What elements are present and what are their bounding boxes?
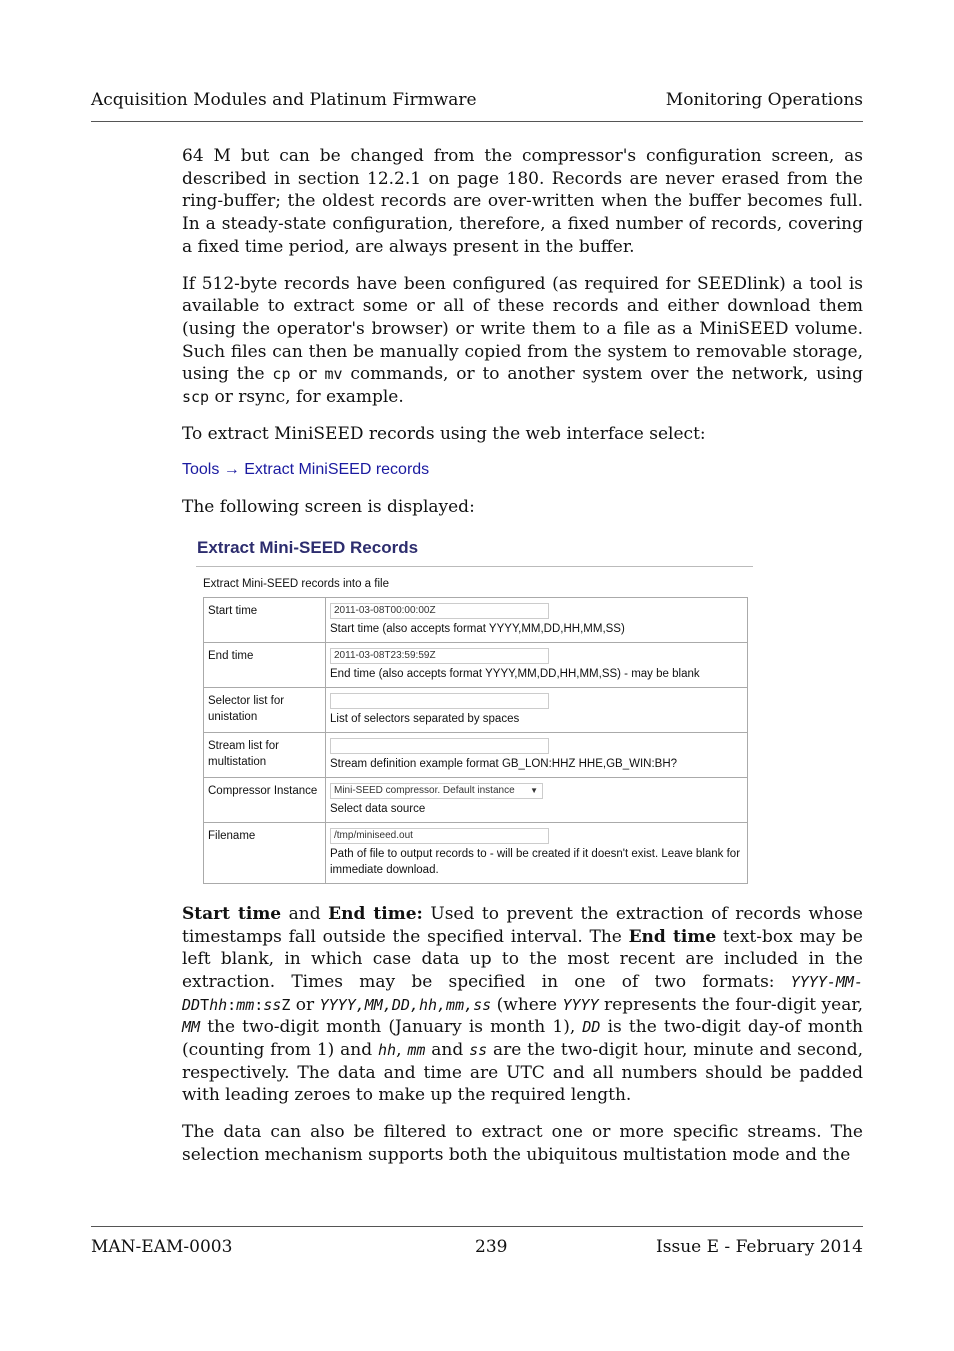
header-right: Monitoring Operations	[665, 90, 863, 110]
paragraph-screen-intro: The following screen is displayed:	[182, 497, 475, 518]
header-rule	[91, 121, 863, 122]
form-row-stream-list	[204, 732, 748, 777]
header-left: Acquisition Modules and Platinum Firmware	[91, 90, 477, 110]
footer-rule	[91, 1226, 863, 1227]
screenshot-divider	[196, 566, 753, 567]
selector-list-input[interactable]	[330, 693, 549, 709]
page-body	[182, 145, 863, 1181]
menu-path: Tools → Extract MiniSEED records	[182, 461, 430, 479]
form-row-compressor	[204, 777, 748, 822]
stream-list-input[interactable]	[330, 738, 549, 754]
selector-list-label: Selector list for unistation	[204, 687, 326, 732]
stream-list-label: Stream list for multistation	[204, 732, 326, 777]
end-time-input[interactable]: 2011-03-08T23:59:59Z	[330, 648, 549, 664]
page-header	[91, 90, 863, 110]
extract-form	[203, 597, 748, 884]
footer-doc-id: MAN-EAM-0003	[91, 1237, 233, 1257]
stream-list-help: Stream definition example format GB_LON:HHZ HHE,GB_WIN:BH?	[330, 757, 678, 770]
footer-page-number: 239	[475, 1237, 508, 1257]
end-time-help: End time (also accepts format YYYY,MM,DD,HH,MM,SS) - may be blank	[330, 667, 700, 680]
form-row-end-time	[204, 642, 748, 687]
filename-help: Path of file to output records to - will be created if it doesn't exist. Leave blank for immediate download.	[330, 847, 741, 876]
form-row-filename	[204, 822, 748, 883]
start-time-input[interactable]: 2011-03-08T00:00:00Z	[330, 603, 549, 619]
paragraph-extract-tool: If 512-byte records have been configured (as required for SEEDlink) a tool is available to extract some or all of these records and either download them (using the operator's browser) or write them to a file as a MiniSEED volume. Such files can then be manually copied from the system to removable storage, using the cp or mv commands, or to another system over the network, using scp or rsync, for example.	[182, 273, 864, 408]
cmd-scp: scp	[182, 388, 210, 407]
paragraph-select-intro: To extract MiniSEED records using the web interface select:	[182, 423, 706, 444]
footer-issue: Issue E - February 2014	[656, 1237, 863, 1257]
extract-records-screenshot	[196, 537, 766, 887]
compressor-help: Select data source	[330, 802, 426, 815]
start-time-label: Start time	[204, 597, 326, 642]
chevron-down-icon: ▼	[530, 785, 538, 795]
compressor-select[interactable]: Mini-SEED compressor. Default instance ▼	[330, 783, 543, 799]
start-time-help: Start time (also accepts format YYYY,MM,DD,HH,MM,SS)	[330, 622, 625, 635]
filename-label: Filename	[204, 822, 326, 883]
screenshot-subtitle: Extract Mini-SEED records into a file	[203, 577, 389, 590]
cmd-mv: mv	[324, 365, 343, 384]
compressor-label: Compressor Instance	[204, 777, 326, 822]
screenshot-title: Extract Mini-SEED Records	[197, 537, 419, 557]
selector-list-help: List of selectors separated by spaces	[330, 712, 520, 725]
paragraph-stream-filter: The data can also be filtered to extract one or more specific streams. The selection mechanism supports both the ubiquitous multistation mode and the	[182, 1122, 863, 1165]
cmd-cp: cp	[272, 365, 291, 384]
paragraph-time-formats: Start time and End time: Used to prevent the extraction of records whose timestamps fall outside the specified interval. The End time text-box may be left blank, in which case data up to the most recent are included in the extraction. Times may be specified in one of two formats: YYYY-MM-DDThh:mm:ssZ or YYYY,MM,DD,hh,mm,ss (where YYYY represents the four-digit year, MM the two-digit month (January is month 1), DD is the two-digit day-of month (counting from 1) and hh, mm and ss are the two-digit hour, minute and second, respectively. The data and time are UTC and all numbers should be padded with leading zeroes to make up the required length.	[182, 903, 864, 1106]
filename-input[interactable]: /tmp/miniseed.out	[330, 828, 549, 844]
paragraph-ring-buffer: 64 M but can be changed from the compressor's configuration screen, as described in section 12.2.1 on page 180. Records are never erased from the ring-buffer; the oldest records are over-written when the buffer becomes full. In a steady-state configuration, therefore, a fixed number of records, covering a fixed time period, are always present in the buffer.	[182, 146, 863, 257]
form-row-selector-list	[204, 687, 748, 732]
end-time-label: End time	[204, 642, 326, 687]
form-row-start-time	[204, 597, 748, 642]
